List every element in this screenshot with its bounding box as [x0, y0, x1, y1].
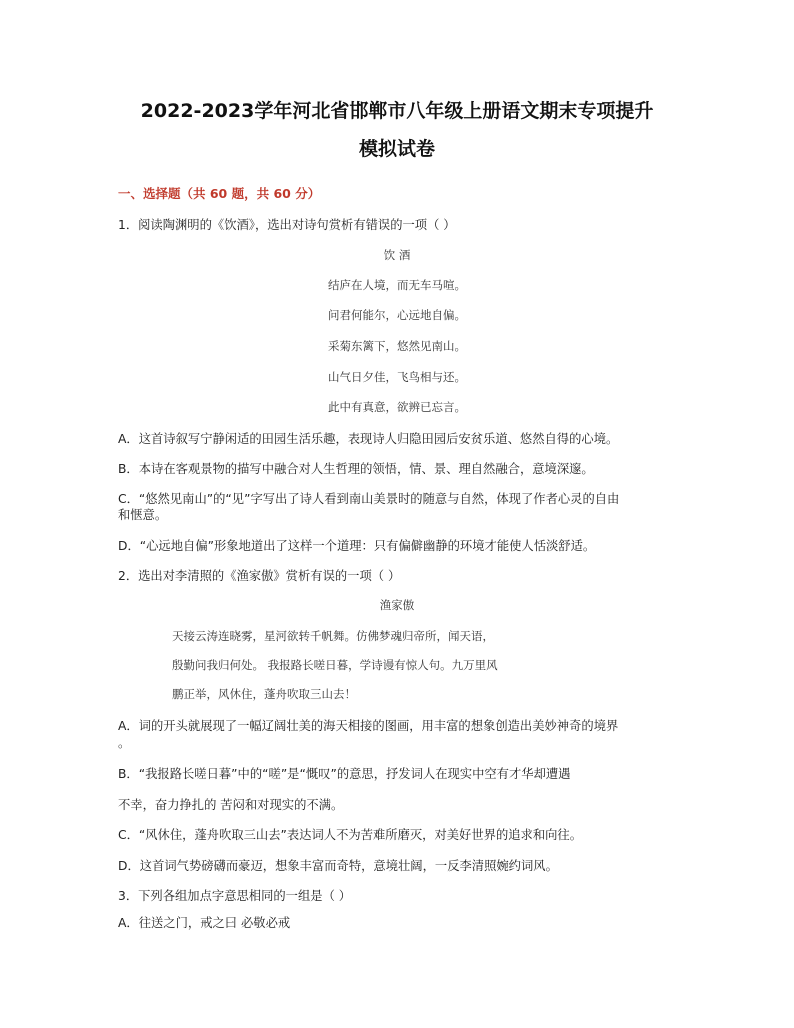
q1-option-d: D．“心远地自偏”形象地道出了这样一个道理：只有偏僻幽静的环境才能使人恬淡舒适。 — [118, 539, 596, 553]
q1-option-b: B．本诗在客观景物的描写中融合对人生哲理的领悟，情、景、理自然融合，意境深邃。 — [118, 462, 594, 476]
q1-option-a: A．这首诗叙写宁静闲适的田园生活乐趣，表现诗人归隐田园后安贫乐道、悠然自得的心境。 — [118, 432, 619, 446]
q1-option-c: C．“悠然见南山”的“见”字写出了诗人看到南山美景时的随意与自然，体现了作者心灵的自由 — [118, 492, 620, 506]
q1-stem: 1．阅读陶渊明的《饮酒》，选出对诗句赏析有错误的一项（ ） — [118, 218, 456, 232]
q1-poem-line: 结庐在人境，而无车马喧。 — [328, 278, 466, 292]
q2-option-d: D．这首词气势磅礴而豪迈，想象丰富而奇特，意境壮阔，一反李清照婉约词风。 — [118, 859, 558, 873]
q2-option-b: B．“我报路长嗟日暮”中的“嗟”是“慨叹”的意思，抒发词人在现实中空有才华却遭遇 — [118, 767, 571, 781]
q2-option-a: A．词的开头就展现了一幅辽阔壮美的海天相接的图画，用丰富的想象创造出美妙神奇的境界 — [118, 719, 619, 733]
q3-option-a: A．往送之门，戒之曰 必敬必戒 — [118, 916, 291, 930]
q1-poem-line: 此中有真意，欲辨已忘言。 — [328, 400, 466, 414]
q2-poem-title: 渔家傲 — [379, 598, 415, 612]
q1-option-c-cont: 和惬意。 — [118, 508, 168, 522]
q2-option-c: C．“风休住，蓬舟吹取三山去”表达词人不为苦难所磨灭，对美好世界的追求和向往。 — [118, 828, 583, 842]
exam-title-line1: 2022-2023学年河北省邯郸市八年级上册语文期末专项提升 — [140, 100, 654, 122]
q2-option-a-cont: 。 — [118, 736, 131, 750]
q2-stem: 2．选出对李清照的《渔家傲》赏析有误的一项（ ） — [118, 569, 401, 583]
q3-stem: 3．下列各组加点字意思相同的一组是（ ） — [118, 889, 352, 903]
q2-poem-line: 鹏正举，风休住，蓬舟吹取三山去！ — [172, 687, 356, 701]
q1-poem-line: 问君何能尔，心远地自偏。 — [328, 308, 466, 322]
section-heading: 一、选择题（共 60 题，共 60 分） — [118, 186, 321, 201]
q2-poem-line: 殷勤问我归何处。 我报路长嗟日暮，学诗谩有惊人句。九万里风 — [172, 658, 498, 672]
exam-title-line2: 模拟试卷 — [358, 138, 435, 160]
q2-poem-line: 天接云涛连晓雾，星河欲转千帆舞。仿佛梦魂归帝所，闻天语， — [172, 629, 494, 643]
q1-poem-line: 山气日夕佳，飞鸟相与还。 — [328, 370, 466, 384]
q2-option-b-cont: 不幸，奋力挣扎的 苦闷和对现实的不满。 — [118, 798, 344, 812]
q1-poem-line: 采菊东篱下，悠然见南山。 — [328, 339, 466, 353]
q1-poem-title: 饮 酒 — [383, 248, 411, 262]
